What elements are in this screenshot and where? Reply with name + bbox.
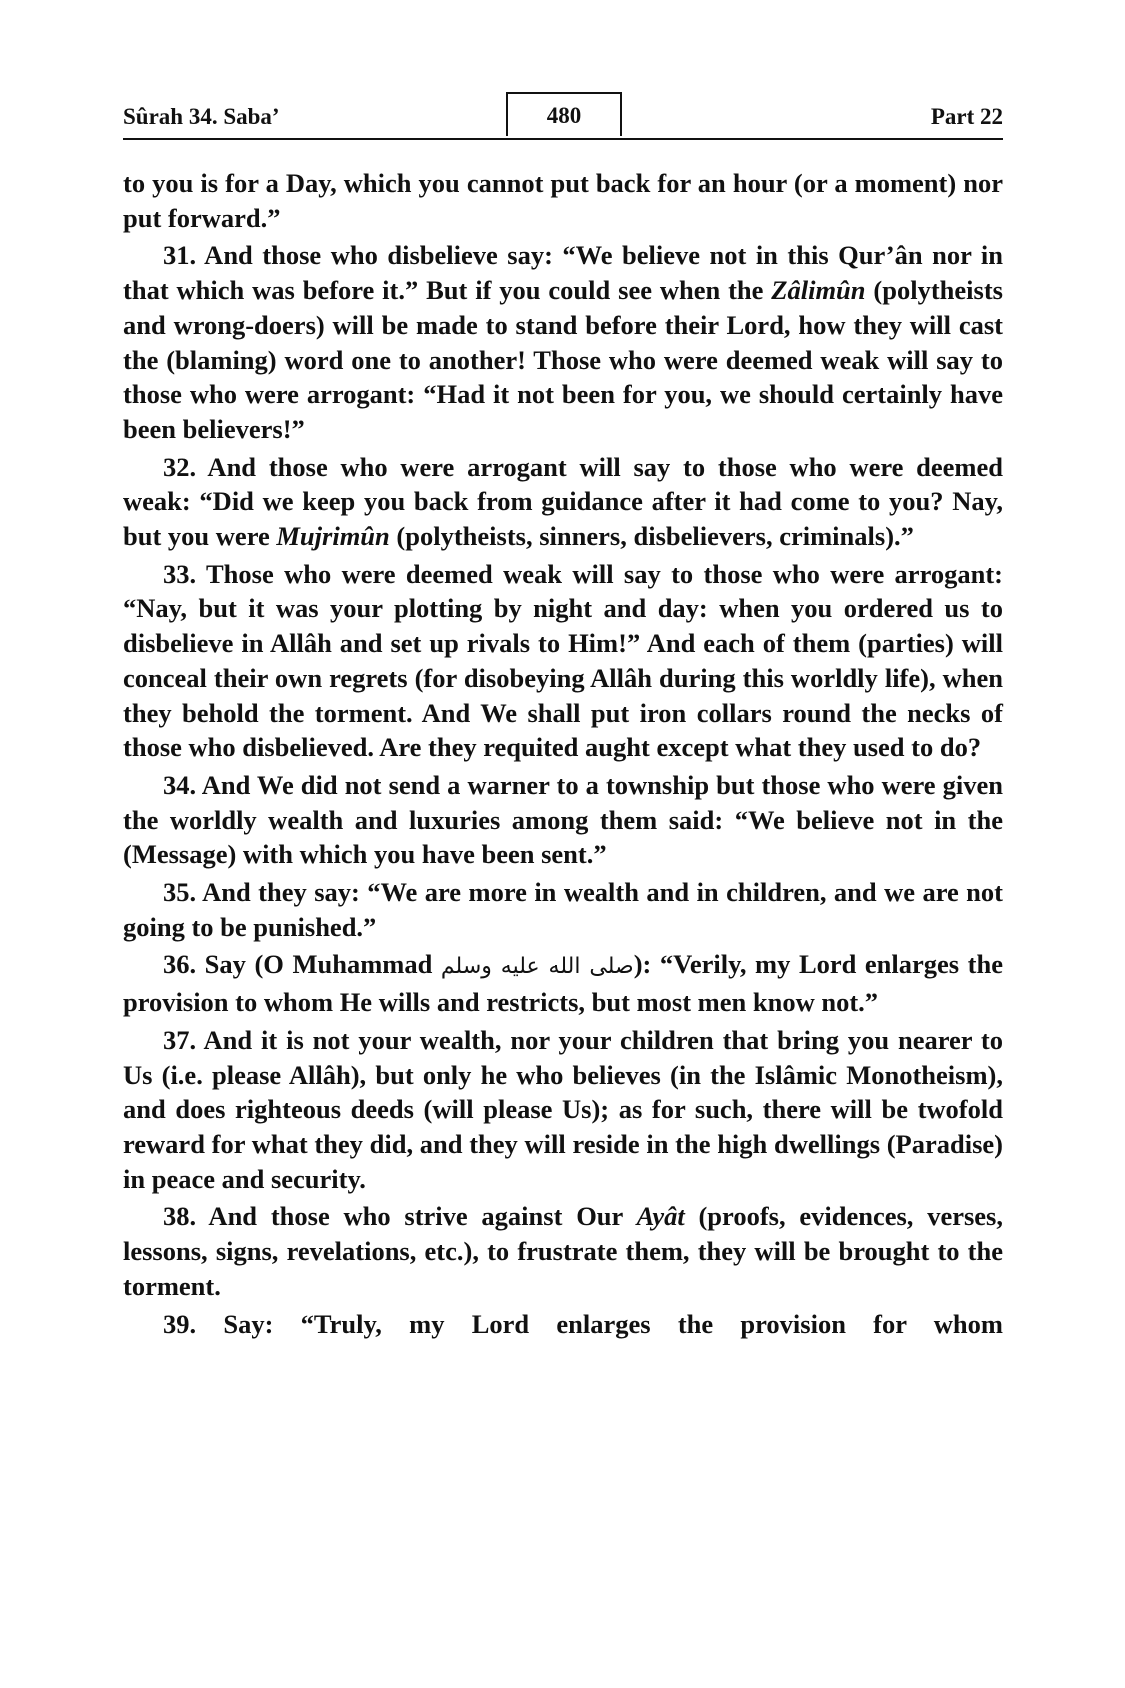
verse-36-text-b: ): “Verily, my Lord enlarges the provision to whom He wills and restricts, but most men know not.” xyxy=(123,949,1003,1018)
verse-38-term: Ayât xyxy=(636,1201,685,1232)
arabic-salutation: صلى الله عليه وسلم xyxy=(440,954,634,980)
verse-38-text-a: 38. And those who strive against Our xyxy=(163,1201,637,1232)
verse-32-text-a: 32. And those who were arrogant will say to those who were deemed weak: “Did we keep you back from guidance after it had come to you? Nay, but you were xyxy=(123,451,1003,552)
verse-34: 34. And We did not send a warner to a township but those who were given the worldly wealth and luxuries among them said: “We believe not in the (Message) with which you have been sent.” xyxy=(123,769,1003,870)
verse-38 xyxy=(123,1199,1003,1303)
page-number: 480 xyxy=(506,92,622,136)
verse-38-text-b: (proofs, evidences, verses, lessons, signs, revelations, etc.), to frustrate them, they will be brought to the torment. xyxy=(123,1201,1003,1301)
verse-33: 33. Those who were deemed weak will say to those who were arrogant: “Nay, but it was your plotting by night and day: when you ordered us to disbelieve in Allâh and set up rivals to Him!” And each of them (parties) will conceal their own regrets (for disobeying Allâh during this worldly life), when they behold the torment. And We shall put iron collars round the necks of those who disbelieved. Are they requited aught except what they used to do? xyxy=(123,558,1003,763)
verse-31-text-b: (polytheists and wrong-doers) will be made to stand before their Lord, how they will cast the (blaming) word one to another! Those who were deemed weak will say to those who were arrogant: “Had it not been for you, we should certainly have been believers!” xyxy=(123,275,1003,444)
verse-31-term: Zâlimûn xyxy=(771,275,866,306)
verse-32 xyxy=(123,450,1003,554)
verse-39: 39. Say: “Truly, my Lord enlarges the provision for whom xyxy=(163,1308,1003,1339)
verse-37: 37. And it is not your wealth, nor your children that bring you nearer to Us (i.e. please Allâh), but only he who believes (in the Islâmic Monotheism), and does righteous deeds (will please Us); as for such, there will be twofold reward for what they did, and they will reside in the high dwellings (Paradise) in peace and security. xyxy=(123,1024,1003,1194)
verse-32-text-b: (polytheists, sinners, disbelievers, criminals).” xyxy=(389,521,914,552)
verse-36 xyxy=(123,947,1003,1019)
part-label: Part 22 xyxy=(930,104,1003,129)
verse-31-text-a: 31. And those who disbelieve say: “We believe not in this Qur’ân nor in that which was before it.” But if you could see when the xyxy=(123,240,1003,306)
continuation-paragraph: to you is for a Day, which you cannot put back for an hour (or a moment) nor put forward.” xyxy=(123,168,1003,233)
verse-31 xyxy=(123,238,1003,446)
page-content xyxy=(123,166,1003,1341)
page-header xyxy=(123,92,1003,140)
verse-32-term: Mujrimûn xyxy=(276,521,390,552)
surah-title: Sûrah 34. Saba’ xyxy=(123,104,280,129)
verse-35: 35. And they say: “We are more in wealth and in children, and we are not going to be punished.” xyxy=(123,877,1003,942)
verse-36-text-a: 36. Say (O Muhammad xyxy=(163,949,441,980)
book-page xyxy=(123,92,1003,1344)
